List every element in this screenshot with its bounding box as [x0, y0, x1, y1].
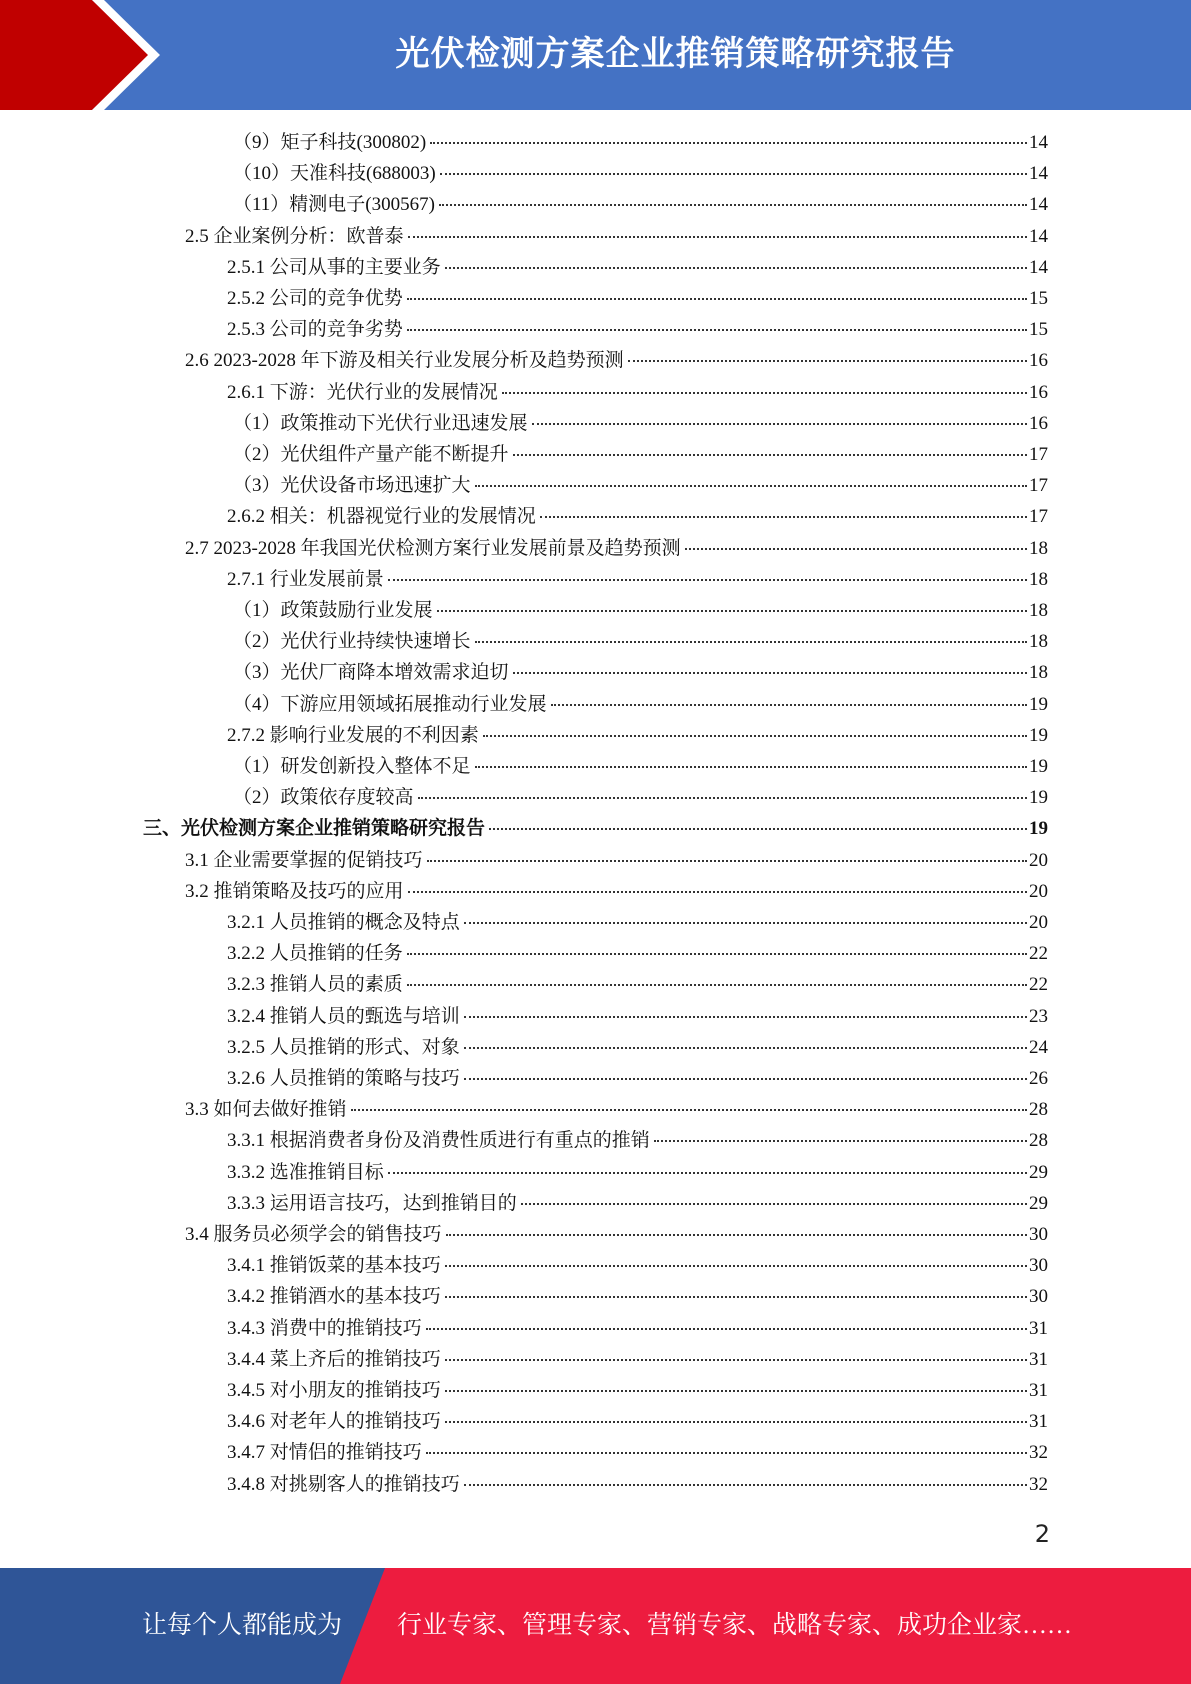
toc-dot-leader [439, 204, 1027, 206]
toc-dot-leader [551, 704, 1027, 706]
toc-dot-leader [513, 672, 1027, 674]
toc-dot-leader [628, 360, 1027, 362]
toc-dot-leader [408, 891, 1027, 893]
toc-entry[interactable] [227, 1281, 1048, 1312]
toc-entry[interactable] [233, 626, 1048, 657]
toc-entry-label: （2）光伏行业持续快速增长 [233, 631, 471, 652]
toc-entry-page: 17 [1029, 506, 1048, 527]
toc-entry[interactable] [185, 221, 1048, 252]
toc-entry-page: 14 [1029, 194, 1048, 215]
toc-dot-leader [464, 922, 1027, 924]
toc-entry[interactable] [227, 720, 1048, 751]
toc-dot-leader [532, 423, 1027, 425]
toc-entry-page: 18 [1029, 662, 1048, 683]
toc-entry[interactable] [185, 845, 1048, 876]
toc-dot-leader [464, 1016, 1027, 1018]
toc-entry[interactable] [233, 470, 1048, 501]
toc-entry-label: 3.2 推销策略及技巧的应用 [185, 881, 404, 902]
toc-entry-label: 3.3 如何去做好推销 [185, 1099, 347, 1120]
toc-entry-label: 3.3.1 根据消费者身份及消费性质进行有重点的推销 [227, 1130, 650, 1151]
toc-entry-page: 30 [1029, 1255, 1048, 1276]
toc-dot-leader [446, 1234, 1027, 1236]
toc-entry-page: 31 [1029, 1318, 1048, 1339]
toc-entry-page: 16 [1029, 382, 1048, 403]
toc-entry-page: 18 [1029, 538, 1048, 559]
toc-entry-page: 20 [1029, 881, 1048, 902]
toc-entry-page: 32 [1029, 1474, 1048, 1495]
toc-dot-leader [475, 485, 1027, 487]
toc-dot-leader [475, 641, 1027, 643]
toc-entry[interactable] [227, 564, 1048, 595]
toc-entry[interactable] [227, 1032, 1048, 1063]
toc-entry-page: 14 [1029, 132, 1048, 153]
toc-entry-page: 22 [1029, 974, 1048, 995]
toc-entry[interactable] [233, 595, 1048, 626]
footer-slogan-lead: 让每个人都能成为 [142, 1612, 343, 1639]
toc-dot-leader [654, 1140, 1027, 1142]
toc-dot-leader [430, 142, 1027, 144]
toc-entry-label: 2.5.2 公司的竞争优势 [227, 288, 403, 309]
toc-dot-leader [475, 766, 1027, 768]
toc-entry[interactable] [227, 1375, 1048, 1406]
toc-entry[interactable] [227, 1406, 1048, 1437]
toc-entry-page: 19 [1029, 694, 1048, 715]
toc-dot-leader [521, 1203, 1027, 1205]
toc-entry[interactable] [143, 813, 1048, 844]
toc-entry-label: 2.7 2023-2028 年我国光伏检测方案行业发展前景及趋势预测 [185, 538, 681, 559]
toc-entry-page: 15 [1029, 288, 1048, 309]
toc-entry[interactable] [227, 907, 1048, 938]
toc-dot-leader [407, 329, 1027, 331]
toc-entry-label: 3.4.6 对老年人的推销技巧 [227, 1411, 441, 1432]
toc-entry[interactable] [233, 127, 1048, 158]
toc-entry-label: 2.6.1 下游：光伏行业的发展情况 [227, 382, 498, 403]
toc-entry-page: 17 [1029, 444, 1048, 465]
page-footer [0, 1568, 1191, 1684]
toc-entry-label: 3.2.4 推销人员的甄选与培训 [227, 1006, 460, 1027]
toc-dot-leader [426, 1328, 1027, 1330]
toc-dot-leader [445, 1359, 1027, 1361]
toc-entry-page: 19 [1029, 818, 1048, 839]
toc-entry-page: 32 [1029, 1442, 1048, 1463]
toc-entry[interactable] [227, 1437, 1048, 1468]
toc-dot-leader [426, 1452, 1027, 1454]
toc-dot-leader [445, 1265, 1027, 1267]
toc-entry-label: 2.6 2023-2028 年下游及相关行业发展分析及趋势预测 [185, 350, 624, 371]
toc-entry-label: 3.4.7 对情侣的推销技巧 [227, 1442, 422, 1463]
toc-dot-leader [464, 1047, 1027, 1049]
toc-dot-leader [407, 984, 1027, 986]
toc-entry[interactable] [233, 689, 1048, 720]
toc-entry-label: （2）政策依存度较高 [233, 787, 414, 808]
toc-entry-page: 16 [1029, 413, 1048, 434]
toc-entry-label: （1）政策鼓励行业发展 [233, 600, 433, 621]
toc-entry-label: 2.5.3 公司的竞争劣势 [227, 319, 403, 340]
footer-slogan-roles: 行业专家、管理专家、营销专家、战略专家、成功企业家…… [397, 1612, 1073, 1639]
toc-entry[interactable] [227, 1125, 1048, 1156]
toc-entry-page: 30 [1029, 1224, 1048, 1245]
toc-entry-label: 三、光伏检测方案企业推销策略研究报告 [143, 818, 486, 839]
toc-entry[interactable] [227, 1469, 1048, 1500]
toc-dot-leader [445, 1421, 1027, 1423]
toc-dot-leader [464, 1078, 1027, 1080]
toc-dot-leader [445, 267, 1027, 269]
toc-entry-label: 2.7.2 影响行业发展的不利因素 [227, 725, 479, 746]
header-red-chevron [0, 0, 150, 110]
toc-entry[interactable] [227, 1250, 1048, 1281]
toc-entry-label: 3.2.1 人员推销的概念及特点 [227, 912, 460, 933]
toc-entry-label: 3.2.5 人员推销的形式、对象 [227, 1037, 460, 1058]
toc-entry-page: 28 [1029, 1099, 1048, 1120]
toc-dot-leader [502, 392, 1027, 394]
toc-dot-leader [437, 610, 1027, 612]
toc-entry-page: 22 [1029, 943, 1048, 964]
toc-entry-label: 2.6.2 相关：机器视觉行业的发展情况 [227, 506, 536, 527]
toc-entry-label: （1）政策推动下光伏行业迅速发展 [233, 413, 528, 434]
page-number: 2 [1034, 1520, 1050, 1548]
toc-entry[interactable] [233, 751, 1048, 782]
toc-dot-leader [388, 1172, 1027, 1174]
toc-entry[interactable] [227, 969, 1048, 1000]
toc-dot-leader [407, 298, 1027, 300]
toc-entry[interactable] [227, 314, 1048, 345]
toc-entry-label: （10）天准科技(688003) [233, 163, 436, 184]
toc-dot-leader [418, 797, 1027, 799]
toc-entry-page: 17 [1029, 475, 1048, 496]
toc-entry[interactable] [185, 533, 1048, 564]
toc-entry-label: 3.3.2 选准推销目标 [227, 1162, 384, 1183]
toc-entry-label: 3.4.3 消费中的推销技巧 [227, 1318, 422, 1339]
toc-entry-page: 14 [1029, 226, 1048, 247]
page-header [0, 0, 1191, 110]
toc-dot-leader [445, 1296, 1027, 1298]
toc-entry-label: （1）研发创新投入整体不足 [233, 756, 471, 777]
toc-entry-page: 23 [1029, 1006, 1048, 1027]
toc-dot-leader [440, 173, 1027, 175]
toc-entry-label: （4）下游应用领域拓展推动行业发展 [233, 694, 547, 715]
toc-entry-label: 3.4 服务员必须学会的销售技巧 [185, 1224, 442, 1245]
toc-entry[interactable] [233, 189, 1048, 220]
toc-entry-page: 24 [1029, 1037, 1048, 1058]
toc-dot-leader [464, 1484, 1027, 1486]
toc-entry-label: （2）光伏组件产量产能不断提升 [233, 444, 509, 465]
toc-entry-label: 3.4.5 对小朋友的推销技巧 [227, 1380, 441, 1401]
toc-dot-leader [408, 236, 1027, 238]
toc-entry-label: 3.3.3 运用语言技巧，达到推销目的 [227, 1193, 517, 1214]
toc-entry[interactable] [185, 345, 1048, 376]
toc-dot-leader [445, 1390, 1027, 1392]
toc-entry[interactable] [227, 1188, 1048, 1219]
toc-entry[interactable] [227, 501, 1048, 532]
toc-entry-page: 31 [1029, 1349, 1048, 1370]
toc-entry[interactable] [227, 252, 1048, 283]
toc-entry-label: 3.4.4 菜上齐后的推销技巧 [227, 1349, 441, 1370]
toc-entry-page: 19 [1029, 756, 1048, 777]
toc-entry-page: 16 [1029, 350, 1048, 371]
toc-dot-leader [407, 953, 1027, 955]
toc-entry-label: 3.4.1 推销饭菜的基本技巧 [227, 1255, 441, 1276]
toc-entry-page: 29 [1029, 1162, 1048, 1183]
toc-entry-page: 28 [1029, 1130, 1048, 1151]
toc-entry-label: （9）矩子科技(300802) [233, 132, 427, 153]
toc-entry[interactable] [185, 1094, 1048, 1125]
toc-entry-label: 3.4.8 对挑剔客人的推销技巧 [227, 1474, 460, 1495]
toc-entry-label: （3）光伏厂商降本增效需求迫切 [233, 662, 509, 683]
toc-entry[interactable] [227, 1157, 1048, 1188]
toc-dot-leader [351, 1109, 1027, 1111]
toc-entry[interactable] [227, 377, 1048, 408]
toc-entry-page: 14 [1029, 163, 1048, 184]
toc-entry[interactable] [233, 782, 1048, 813]
toc-entry-page: 20 [1029, 912, 1048, 933]
toc-entry[interactable] [227, 1063, 1048, 1094]
toc-dot-leader [427, 860, 1027, 862]
toc-entry-page: 19 [1029, 787, 1048, 808]
toc-entry-page: 26 [1029, 1068, 1048, 1089]
toc-entry[interactable] [227, 1313, 1048, 1344]
toc-entry[interactable] [227, 938, 1048, 969]
toc-entry-page: 18 [1029, 600, 1048, 621]
toc-entry[interactable] [233, 439, 1048, 470]
toc-dot-leader [513, 454, 1027, 456]
toc-entry[interactable] [185, 1219, 1048, 1250]
toc-entry[interactable] [185, 876, 1048, 907]
toc-entry[interactable] [233, 657, 1048, 688]
toc-entry-label: 3.2.3 推销人员的素质 [227, 974, 403, 995]
toc-entry-label: 3.1 企业需要掌握的促销技巧 [185, 850, 423, 871]
toc-entry-page: 30 [1029, 1286, 1048, 1307]
toc-entry-page: 29 [1029, 1193, 1048, 1214]
toc-entry-page: 14 [1029, 257, 1048, 278]
toc-entry-page: 19 [1029, 725, 1048, 746]
toc-entry-page: 31 [1029, 1411, 1048, 1432]
toc-entry-label: 3.2.6 人员推销的策略与技巧 [227, 1068, 460, 1089]
toc-dot-leader [483, 735, 1027, 737]
toc-entry-page: 31 [1029, 1380, 1048, 1401]
toc-entry[interactable] [227, 283, 1048, 314]
toc-entry-label: 2.7.1 行业发展前景 [227, 569, 384, 590]
toc-entry-page: 15 [1029, 319, 1048, 340]
toc-dot-leader [685, 548, 1027, 550]
toc-entry-page: 18 [1029, 569, 1048, 590]
toc-entry-label: 2.5 企业案例分析：欧普泰 [185, 226, 404, 247]
toc-entry-page: 18 [1029, 631, 1048, 652]
toc-entry-label: 3.2.2 人员推销的任务 [227, 943, 403, 964]
toc-entry[interactable] [233, 158, 1048, 189]
report-title: 光伏检测方案企业推销策略研究报告 [395, 34, 956, 74]
toc-dot-leader [489, 828, 1027, 830]
toc-entry-label: 3.4.2 推销酒水的基本技巧 [227, 1286, 441, 1307]
toc-entry[interactable] [227, 1344, 1048, 1375]
toc-entry-label: （11）精测电子(300567) [233, 194, 435, 215]
toc-entry-page: 20 [1029, 850, 1048, 871]
toc-entry-label: 2.5.1 公司从事的主要业务 [227, 257, 441, 278]
toc-dot-leader [540, 516, 1027, 518]
toc-entry-label: （3）光伏设备市场迅速扩大 [233, 475, 471, 496]
toc-entry[interactable] [233, 408, 1048, 439]
toc-dot-leader [388, 579, 1027, 581]
toc-entry[interactable] [227, 1001, 1048, 1032]
